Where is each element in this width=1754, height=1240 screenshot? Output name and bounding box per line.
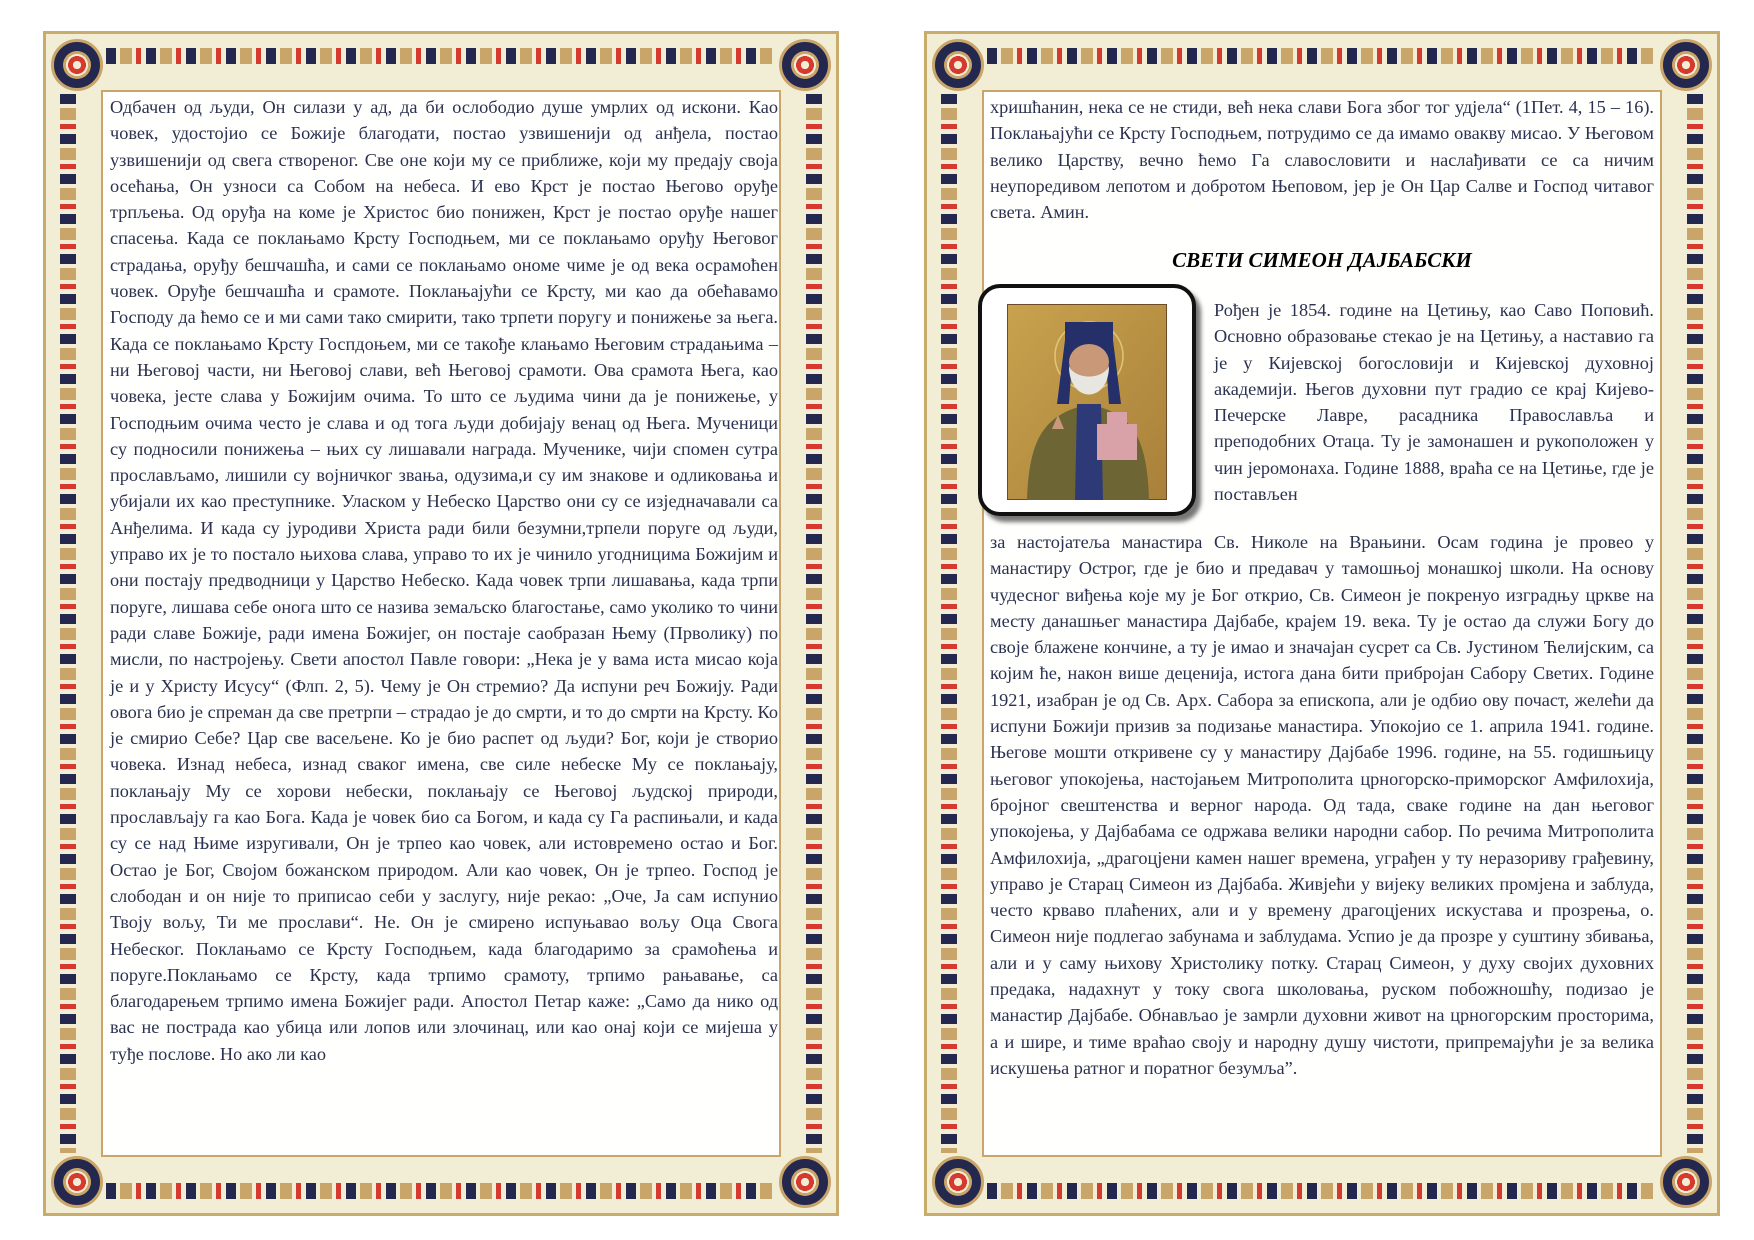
ornament-border-left	[941, 94, 957, 1153]
right-page-intro-text: хришћанин, нека се не стиди, већ нека слави Бога због тог удјела“ (1Пет. 4, 15 – 16). Поклањајући се Крсту Господњем, потрудимо се да имамо овакву мисао. У Његовом велико Царству, вечно ћемо Га славословити и наслађивати се са ничим неупоредивом лепотом и добротом Њеповом, јер је Он Цар Салве и Господ читавог света. Амин.	[990, 97, 1654, 223]
ornament-border-right	[806, 94, 822, 1153]
section-title: СВЕТИ СИМЕОН ДАЈБАБСКИ	[1172, 248, 1472, 272]
ornament-border-bottom	[106, 1183, 776, 1199]
corner-rosette-icon	[932, 39, 984, 91]
biography-text: за настојатеља манастира Св. Николе на Врањини. Осам година је провео у манастиру Острог, где је био и предавач у тамошњој монашкој школи. На основу чудесног виђења које му је Бог открио, Св. Симеон је покренуо изградњу цркве на месту данашњег манастира Дајбабе, крајем 19. века. Ту је остао да служи Богу до своје блажене кончине, а ту је имао и значајан сусрет са Св. Јустином Ћелијским, са којим ће, након више деценија, истога дана бити прибројан Сабору Светих. Године 1921, изабран је од Св. Арх. Сабора за епископа, али је одбио ову почаст, желећи да испуни Божији призив за подизање манастира. Упокојио се 1. априла 1941. године. Његове мошти откривене су у манастиру Дајбабе 1996. године, на 55. годишњицу његовог упокојења, настојањем Митрополита црногорско-приморског Амфилохија, бројног свештенства и верног народа. Од тада, сваке године на дан његовог упокојења, у Дајбабама се одржава велики народни сабор. По речима Митрополита Амфилохија, „драгоцјени камен нашег времена, уграђен у ту неразориву грађевину, управо је Старац Симеон из Дајбаба. Живјећи у вијеку великих промјена и заблуда, често крваво плаћених, али и у времену драгоцјених искустава и прозрења, о. Симеон није подлегао забунама и заблудама. Успио је да прозре у суштину збивања, али и у саму њихову Христолику потку. Старац Симеон, у духу својих духовних предака, надахнут у току свога школовања, руском побожношћу, подизао је манастир Дајбабе. Обнављао је замрли духовни живот на црногорским просторима, а и шире, и тиме враћао своју и народну душу чистоти, припремајући је за велика искушења ратног и поратног безумља”.	[990, 532, 1654, 1078]
ornament-border-top	[987, 48, 1657, 64]
ornament-border-right	[1687, 94, 1703, 1153]
ornament-border-left	[60, 94, 76, 1153]
saint-icon-image	[978, 284, 1196, 516]
corner-rosette-icon	[1660, 39, 1712, 91]
left-page-body-text: Одбачен од људи, Он силази у ад, да би ослободио душе умрлих од искони. Као човек, удостојио се Божије благодати, постао узвишенији од анђела, постао узвишенији од свега створеног. Све оне који му се приближе, који му предају своја осећања, Он узноси са Собом на небеса. И ево Крст је постао Његово оруђе трпљења. Од оруђа на коме је Христос био понижен, Крст је постао оруђе нашег спасења. Када се поклањамо Крсту Господњем, ми се поклањамо оруђу Његовог страдања, оруђу бешчашћа, и сами се поклањамо ономе чиме је од века осрамоћен човек. Оруђе бешчашћа и срамоте. Поклањајући се Крсту, ми као да обећавамо Господу да ћемо се и ми сами тако смирити, тако трпети поругу и понижење за њега. Када се поклањамо Крсту Госпдоњем, ми се такође клањамо Његовим страдањима – ни Његовој части, ни Његовој слави, већ Његовој срамоти. Ова срамота Њега, као човека, јесте слава у Божијим очима. То што се људима чини да је понижење, у Господњим очима често је слава и од тога људи добијају венац од Њега. Мученици су подносили понижења – њих су лишавали награда. Мученике, чији спомен сутра прослављамо, лишили су војничког звања, одузима,и су им знакове и одликовања и убијали их као преступнике. Уласком у Небеско Царство они су се изједначавали са Анђелима. И када су јуродиви Христа ради били безумни,трпели поруге од људи, управо их је то постало њихова слава, управо то их је чинило угодницима Божијим и они постају предводници у Царство Небеско. Када човек трпи лишавања, када трпи поруге, лишава себе онога што се назива земаљско благостање, само уколико то чини ради славе Божије, ради имена Божијег, он постаје саобразан Њему (Прволику) по мисли, по настројењу. Свети апостол Павле говори: „Нека је у вама иста мисао која је и у Христу Исусу“ (Флп. 2, 5). Чему је Он стремио? Да испуни реч Божију. Ради овога био је спреман да све претрпи – страдао је до смрти, и то до смрти на Крсту. Ко је смирио Себе? Цар све васељене. Ко је био распет од људи? Бог, који је створио човека. Изнад небеса, изнад сваког имена, све силе небеске Му се поклањају, поклањају Му се хорови небески, поклањају се Његовој људској природи, прослављају га као Бога. Када је човек био са Богом, и када су Га распињали, и када су се над Њиме изругивали, Он је трпео као човек, али истовремено остао и Бог. Остао је Бог, Својом божанском природом. Али као човек, Он је трпео. Господ је слободан и он није то приписао себи у заслугу, није рекао: „Оче, Ја сам испунио Твоју вољу, Ти ме прослави“. Не. Он је смирено испуњавао вољу Оца Свога Небеског. Поклањамо се Крсту Господњем, када благодаримо за срамоћења и поруге.Поклањамо се Крсту, када трпимо срамоту, трпимо рањавање, са благодарењем трпимо имена Божијег ради. Апостол Петар каже: „Само да нико од вас не пострада као убица или лопов или злочинац, или као онај који се мијеша у туђе послове. Но ако ли као	[110, 97, 778, 1064]
corner-rosette-icon	[51, 1156, 103, 1208]
saint-portrait-icon	[1007, 304, 1167, 500]
corner-rosette-icon	[51, 39, 103, 91]
ornament-border-bottom	[987, 1183, 1657, 1199]
corner-rosette-icon	[932, 1156, 984, 1208]
corner-rosette-icon	[1660, 1156, 1712, 1208]
ornament-border-top	[106, 48, 776, 64]
corner-rosette-icon	[779, 1156, 831, 1208]
corner-rosette-icon	[779, 39, 831, 91]
biography-text-beside-image: Рођен је 1854. године на Цетињу, као Саво Поповић. Основно образовање стекао је на Цетињу, а наставио га је у Кијевској богословији и Кијевској духовној академији. Његов духовни пут градио се крај Кијево-Печерске Лавре, расадника Православља и преподобних Отаца. Ту је замонашен и рукоположен у чин јеромонаха. Године 1888, враћа се на Цетиње, где је постављен	[1214, 300, 1654, 505]
